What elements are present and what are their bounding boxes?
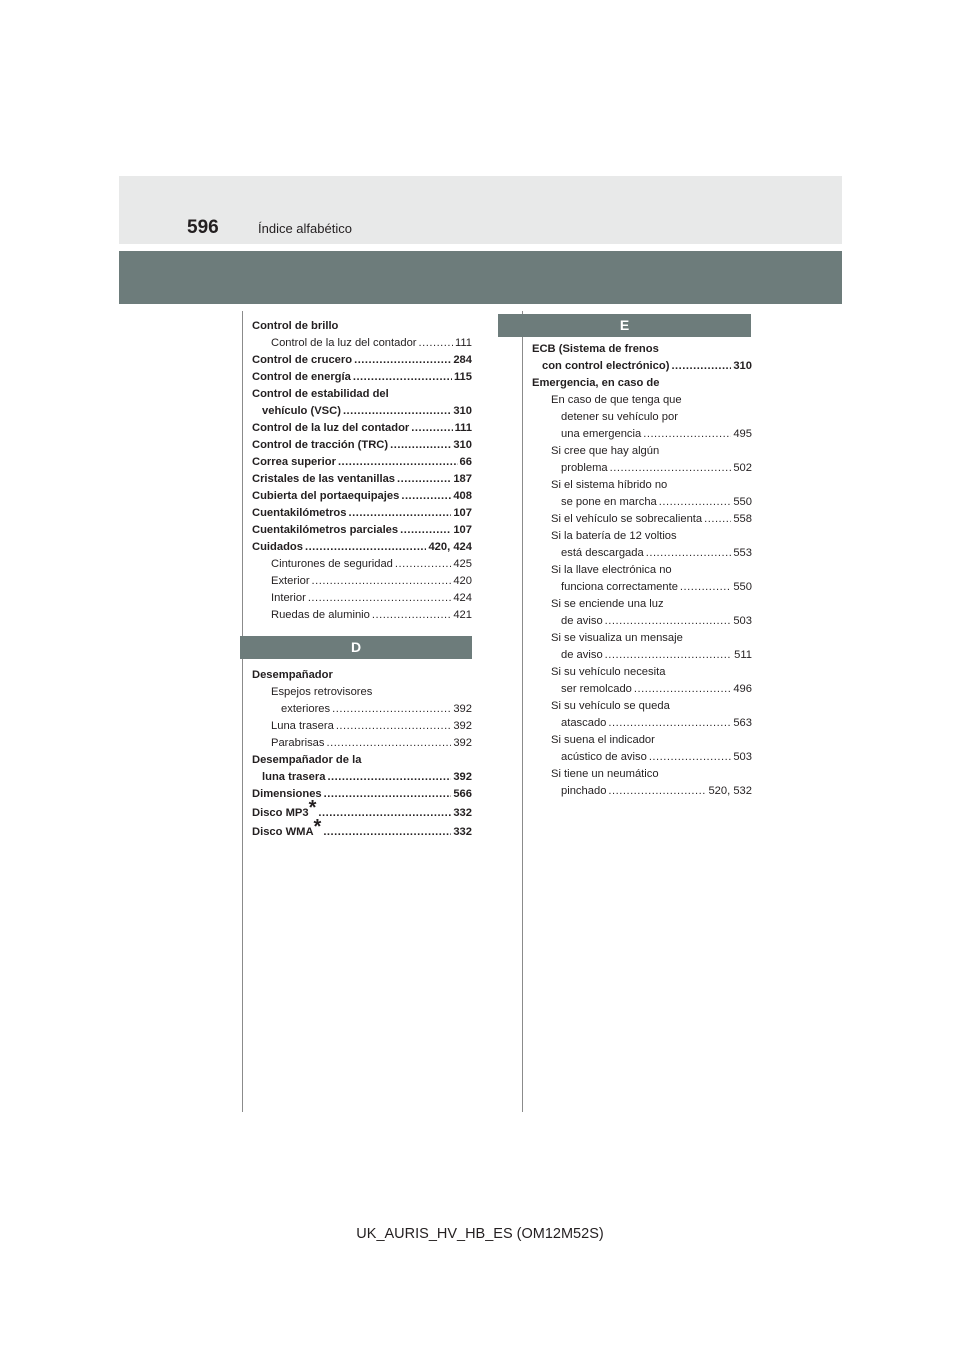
index-entry: [532, 358, 752, 375]
index-heading: Control de brillo: [252, 320, 339, 332]
entry-page: 392: [453, 720, 472, 732]
entry-text: pinchado: [561, 785, 607, 797]
entry-text: Control de la luz del contador: [271, 337, 417, 349]
entry-page: 111: [454, 422, 472, 434]
index-entry: [532, 681, 752, 698]
leader-dots: [671, 358, 731, 375]
entry-text: ser remolcado: [561, 683, 632, 695]
index-entry: [532, 783, 752, 800]
index-entry: [532, 545, 752, 562]
section-header-e: E: [498, 314, 751, 337]
leader-dots: [336, 718, 452, 735]
entry-text: Cubierta del portaequipajes: [252, 490, 400, 502]
entry-page: 421: [453, 609, 472, 621]
index-entry: [252, 454, 472, 471]
entry-page: 310: [453, 439, 472, 451]
index-list-d: [252, 667, 472, 803]
index-entry: [532, 494, 752, 511]
entry-page: 332: [453, 826, 472, 838]
index-entry: [532, 749, 752, 766]
index-entry: [252, 590, 472, 607]
entry-text: Si el vehículo se sobrecalienta: [551, 513, 703, 525]
entry-page: 66: [459, 456, 472, 468]
index-heading: detener su vehículo por: [561, 411, 678, 423]
index-entry: [252, 403, 472, 420]
entry-page: 310: [453, 405, 472, 417]
index-entry: [252, 335, 472, 352]
entry-page: 284: [453, 354, 472, 366]
leader-dots: [608, 715, 731, 732]
entry-page: 503: [733, 615, 752, 627]
entry-page: 408: [453, 490, 472, 502]
index-entry: [532, 460, 752, 477]
index-list-c: [252, 318, 472, 624]
index-entry: [252, 769, 472, 786]
entry-page: 425: [453, 558, 472, 570]
entry-page: 550: [733, 581, 752, 593]
leader-dots: [411, 420, 452, 437]
header-bar: [119, 251, 842, 304]
index-heading: Si el sistema híbrido no: [551, 479, 668, 491]
leader-dots: [608, 783, 706, 800]
index-entry: [252, 522, 472, 539]
entry-text: una emergencia: [561, 428, 642, 440]
leader-dots: [372, 607, 451, 624]
leader-dots: [326, 735, 451, 752]
page-title: Índice alfabético: [258, 221, 352, 236]
index-entry: [252, 352, 472, 369]
leader-dots: [397, 471, 451, 488]
entry-text: Cuidados: [252, 541, 303, 553]
entry-text: problema: [561, 462, 608, 474]
leader-dots: [659, 494, 732, 511]
entry-page: 187: [453, 473, 472, 485]
index-entry: [252, 437, 472, 454]
entry-page: 558: [733, 513, 752, 525]
index-entry: [252, 539, 472, 556]
index-heading: Si se enciende una luz: [551, 598, 664, 610]
leader-dots: [323, 824, 451, 841]
leader-dots: [395, 556, 451, 573]
index-entry: [252, 735, 472, 752]
asterisk-mark: *: [308, 797, 317, 819]
entry-page: 424: [453, 592, 472, 604]
leader-dots: [649, 749, 732, 766]
entry-page: 520, 532: [708, 785, 752, 797]
leader-dots: [353, 369, 452, 386]
entry-page: 511: [734, 649, 752, 661]
left-column-rule: [242, 311, 243, 1112]
index-heading: Si se visualiza un mensaje: [551, 632, 683, 644]
entry-text: Disco MP3: [252, 807, 309, 819]
entry-text: exteriores: [281, 703, 331, 715]
entry-text: Exterior: [271, 575, 310, 587]
entry-text: vehículo (VSC): [262, 405, 341, 417]
leader-dots: [332, 701, 451, 718]
leader-dots: [343, 403, 451, 420]
entry-page: 392: [453, 771, 472, 783]
index-entry: [252, 573, 472, 590]
index-entry: [252, 488, 472, 505]
index-heading: Emergencia, en caso de: [532, 377, 660, 389]
index-heading: ECB (Sistema de frenos: [532, 343, 659, 355]
index-entry: [252, 607, 472, 624]
entry-text: Correa superior: [252, 456, 336, 468]
entry-page: 553: [733, 547, 752, 559]
index-entry: [252, 505, 472, 522]
entry-page: 107: [453, 524, 472, 536]
entry-page: 502: [733, 462, 752, 474]
leader-dots: [354, 352, 451, 369]
leader-dots: [634, 681, 731, 698]
entry-text: Cinturones de seguridad: [271, 558, 393, 570]
leader-dots: [605, 647, 732, 664]
index-heading: Si cree que hay algún: [551, 445, 660, 457]
leader-dots: [338, 454, 458, 471]
entry-page: 420: [453, 575, 472, 587]
entry-page: 332: [453, 807, 472, 819]
entry-text: Disco WMA: [252, 826, 314, 838]
entry-text: Ruedas de aluminio: [271, 609, 370, 621]
index-entry: [252, 420, 472, 437]
index-entry: [532, 426, 752, 443]
leader-dots: [605, 613, 732, 630]
entry-page: 495: [733, 428, 752, 440]
leader-dots: [643, 426, 731, 443]
section-header-d: D: [240, 636, 472, 659]
entry-text: Control de crucero: [252, 354, 353, 366]
entry-page: 111: [454, 337, 472, 349]
index-entry: [532, 715, 752, 732]
index-entry: [252, 471, 472, 488]
entry-text: con control electrónico): [542, 360, 670, 372]
index-heading: Espejos retrovisores: [271, 686, 373, 698]
index-heading: Desempañador: [252, 669, 333, 681]
index-heading: Si la batería de 12 voltios: [551, 530, 677, 542]
leader-dots: [400, 522, 451, 539]
entry-text: está descargada: [561, 547, 644, 559]
index-entry: [252, 369, 472, 386]
index-heading: Control de estabilidad del: [252, 388, 389, 400]
asterisk-mark: *: [313, 816, 322, 838]
index-column-right: [532, 314, 752, 800]
index-entry: [532, 511, 752, 528]
entry-text: Cuentakilómetros: [252, 507, 347, 519]
leader-dots: [390, 437, 451, 454]
index-heading: Si su vehículo necesita: [551, 666, 666, 678]
entry-text: luna trasera: [262, 771, 326, 783]
index-heading: Si suena el indicador: [551, 734, 655, 746]
entry-page: 392: [453, 703, 472, 715]
entry-text: Interior: [271, 592, 306, 604]
leader-dots: [349, 505, 452, 522]
index-entry: [252, 718, 472, 735]
entry-text: acústico de aviso: [561, 751, 647, 763]
leader-dots: [324, 786, 452, 803]
leader-dots: [401, 488, 451, 505]
entry-page: 107: [453, 507, 472, 519]
entry-page: 566: [453, 788, 472, 800]
leader-dots: [680, 579, 731, 596]
index-heading: Desempañador de la: [252, 754, 362, 766]
entry-text: Control de energía: [252, 371, 351, 383]
entry-text: Control de la luz del contador: [252, 422, 410, 434]
index-heading: Si la llave electrónica no: [551, 564, 672, 576]
entry-page: 420, 424: [428, 541, 472, 553]
header-band: [119, 176, 842, 244]
index-entry: [252, 556, 472, 573]
leader-dots: [327, 769, 451, 786]
entry-page: 310: [733, 360, 752, 372]
leader-dots: [646, 545, 732, 562]
index-entry-disco-wma: [252, 816, 472, 841]
index-entry: [532, 613, 752, 630]
index-heading: Si su vehículo se queda: [551, 700, 670, 712]
index-heading: En caso de que tenga que: [551, 394, 682, 406]
entry-page: 550: [733, 496, 752, 508]
entry-page: 496: [733, 683, 752, 695]
right-column-rule: [522, 311, 523, 1112]
entry-text: Parabrisas: [271, 737, 325, 749]
entry-text: Luna trasera: [271, 720, 334, 732]
index-column-left: [252, 318, 472, 841]
entry-text: atascado: [561, 717, 607, 729]
entry-text: Dimensiones: [252, 788, 322, 800]
entry-text: de aviso: [561, 649, 603, 661]
index-list-e: [532, 341, 752, 800]
leader-dots: [318, 805, 451, 822]
entry-text: Control de tracción (TRC): [252, 439, 389, 451]
index-entry-disco-mp3: [252, 797, 472, 822]
index-entry: [252, 786, 472, 803]
entry-page: 115: [453, 371, 472, 383]
entry-text: se pone en marcha: [561, 496, 657, 508]
footer-code: UK_AURIS_HV_HB_ES (OM12M52S): [356, 1226, 604, 1242]
entry-text: Cuentakilómetros parciales: [252, 524, 399, 536]
index-entry: [252, 701, 472, 718]
leader-dots: [610, 460, 732, 477]
leader-dots: [308, 590, 452, 607]
entry-page: 392: [453, 737, 472, 749]
index-heading: Si tiene un neumático: [551, 768, 659, 780]
entry-text: de aviso: [561, 615, 603, 627]
entry-page: 563: [733, 717, 752, 729]
entry-page: 503: [733, 751, 752, 763]
entry-text: Cristales de las ventanillas: [252, 473, 396, 485]
page-number: 596: [187, 217, 219, 238]
leader-dots: [312, 573, 452, 590]
leader-dots: [305, 539, 426, 556]
leader-dots: [419, 335, 453, 352]
index-entry: [532, 579, 752, 596]
index-entry: [532, 647, 752, 664]
leader-dots: [704, 511, 731, 528]
entry-text: funciona correctamente: [561, 581, 678, 593]
